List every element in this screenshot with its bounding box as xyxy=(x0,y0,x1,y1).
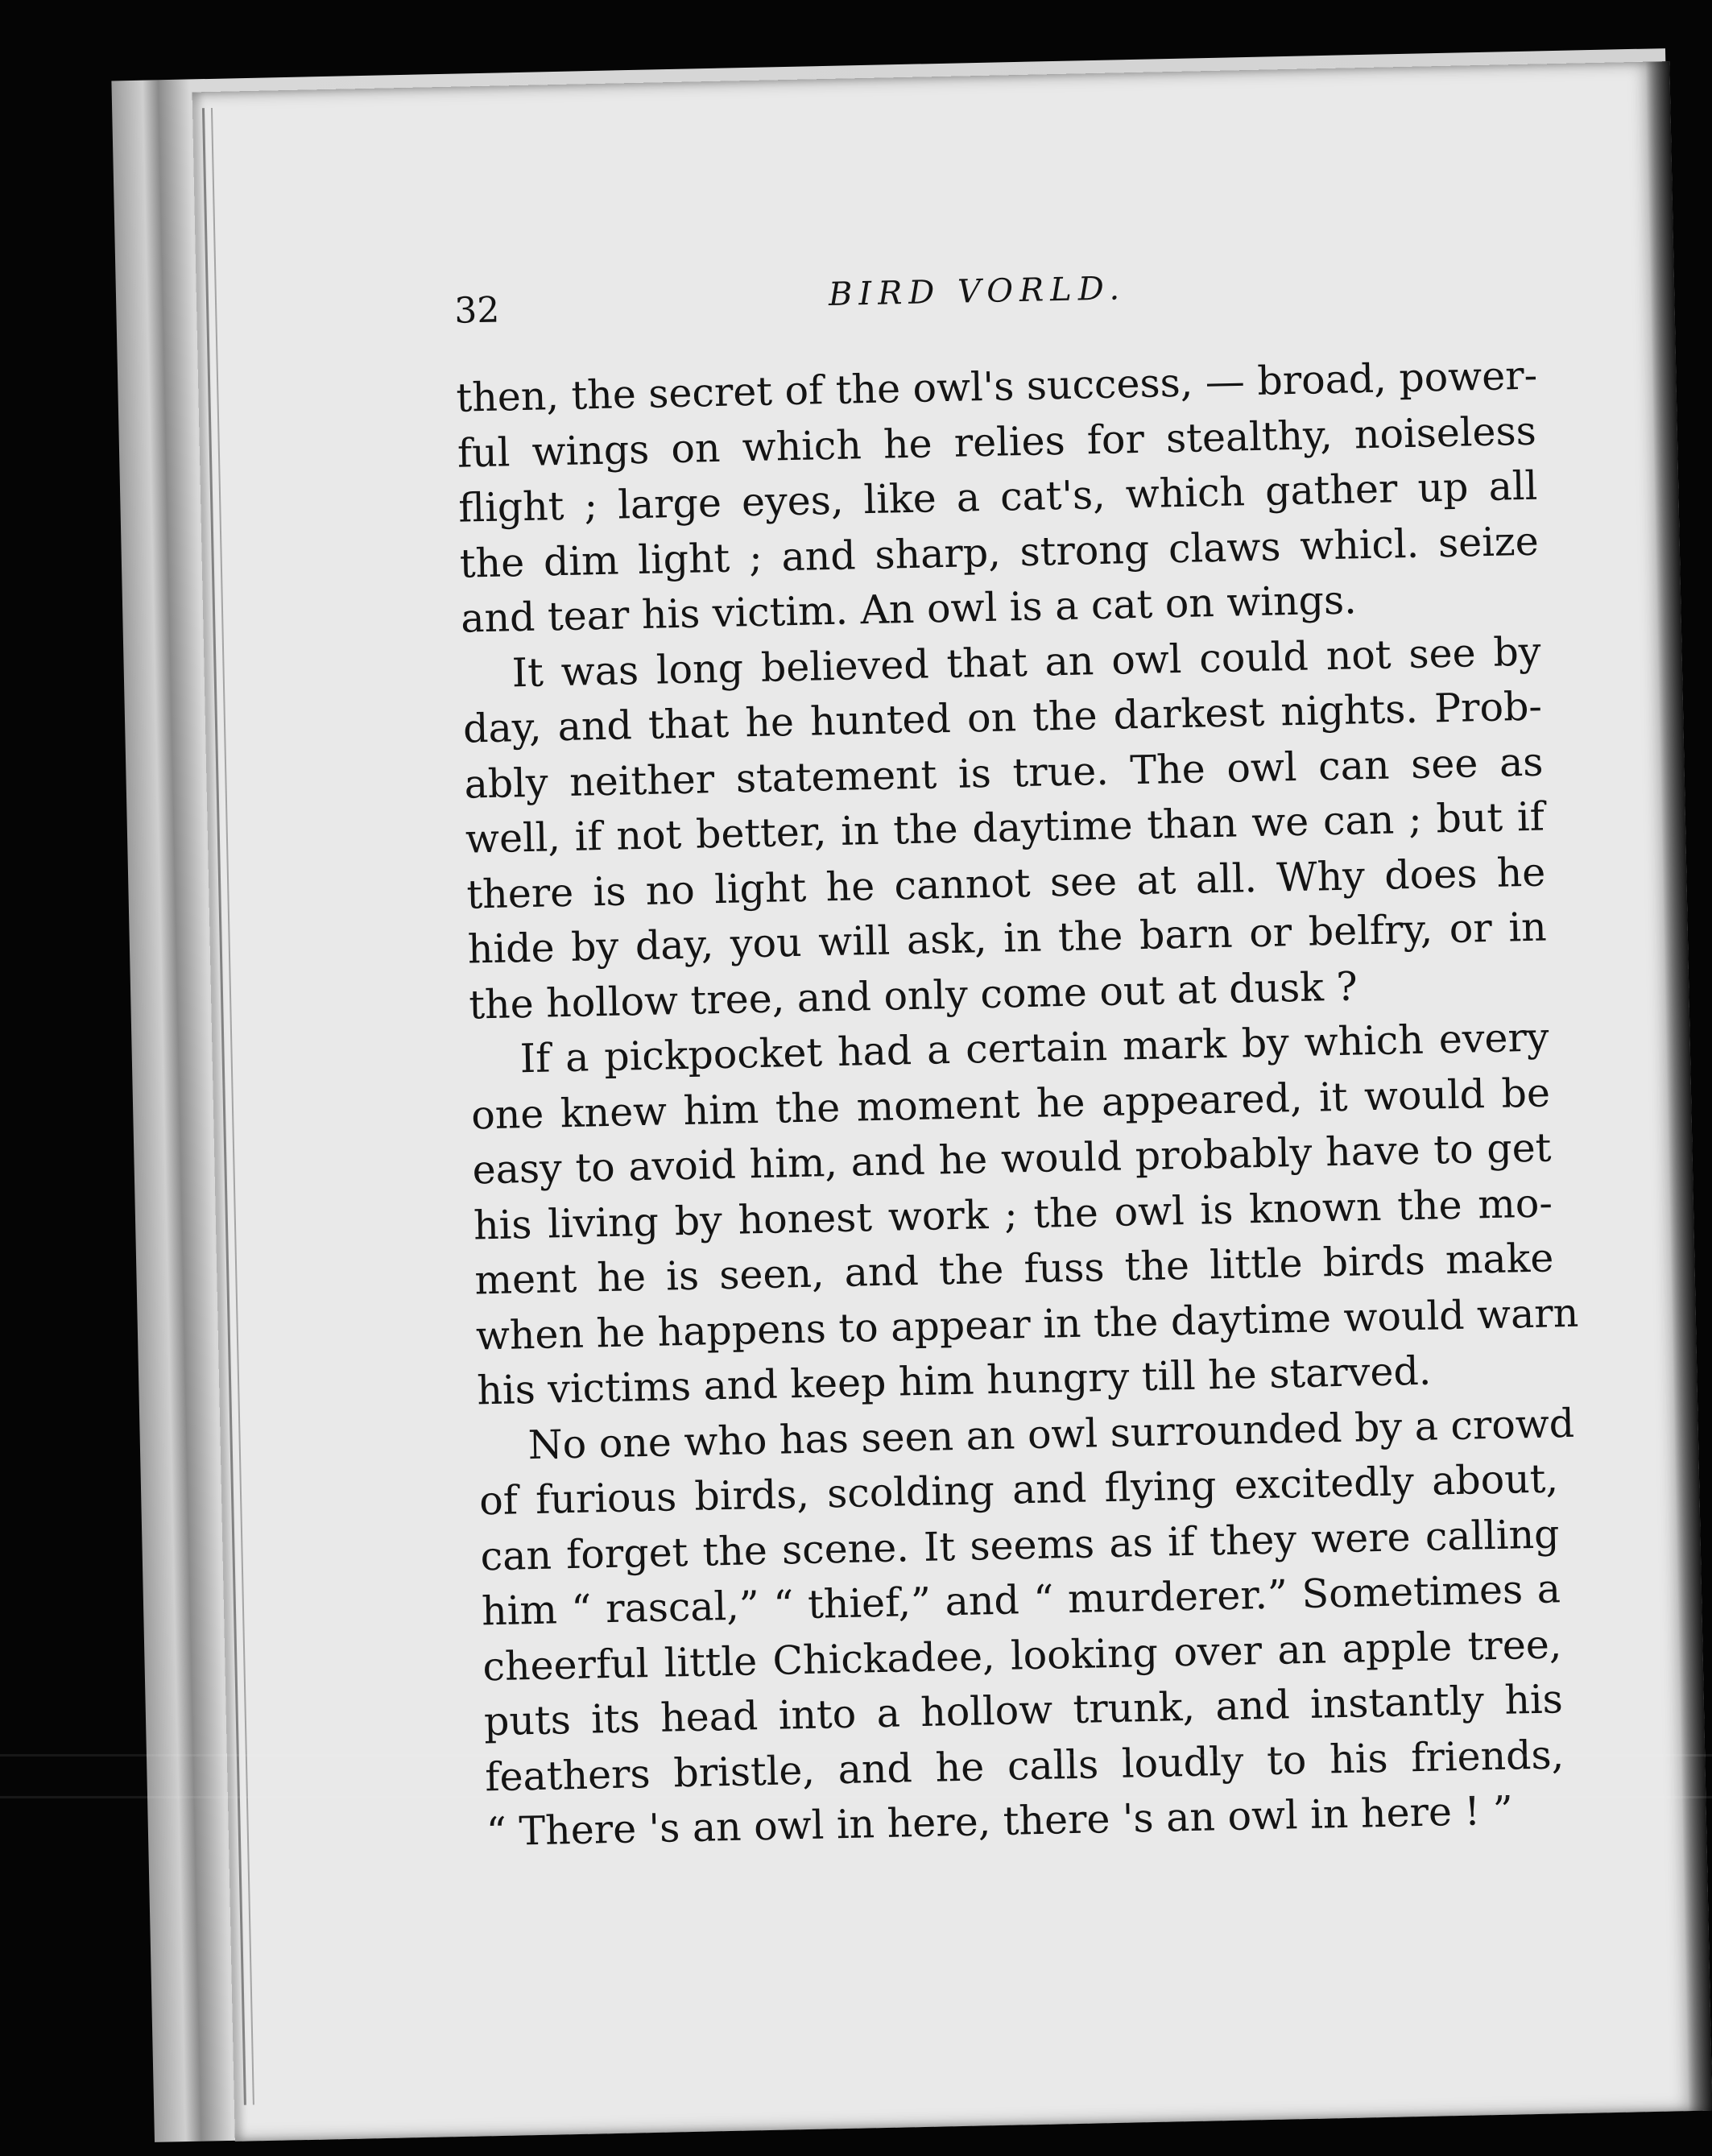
text-line: If a pickpocket had a certain mark by which every xyxy=(519,1014,1550,1082)
text-line: ful wings on which he relies for stealthy, noiseless xyxy=(457,408,1537,477)
page-header xyxy=(454,262,1534,341)
body-text xyxy=(455,349,1579,1860)
text-line: and tear his victim. An owl is a cat on wings. xyxy=(460,577,1358,642)
text-line: the dim light ; and sharp, strong claws whicl. seize xyxy=(459,518,1540,587)
text-line: of furious birds, scolding and flying excitedly about, xyxy=(478,1455,1559,1525)
text-line: then, the secret of the owl's success, — broad, power- xyxy=(455,352,1538,421)
text-line: day, and that he hunted on the darkest nights. Prob- xyxy=(462,683,1543,752)
book-page xyxy=(192,61,1712,2142)
scan-artifact-band xyxy=(0,1796,1712,1798)
running-head: BIRD VORLD. xyxy=(828,270,1127,313)
text-line: ment he is seen, and the fuss the little birds make xyxy=(473,1235,1554,1304)
text-line: easy to avoid him, and he would probably have to get xyxy=(472,1124,1552,1194)
text-line: flight ; large eyes, like a cat's, which gather up all xyxy=(457,462,1538,532)
text-line: when he happens to appear in the daytime would warn xyxy=(475,1289,1579,1359)
text-line: ably neither statement is true. The owl can see as xyxy=(464,739,1544,808)
text-line: No one who has seen an owl surrounded by a crowd xyxy=(527,1400,1575,1468)
text-line: well, if not better, in the daytime than we can ; but if xyxy=(465,793,1545,863)
text-line: hide by day, you will ask, in the barn or belfry, or in xyxy=(467,904,1548,973)
text-line: there is no light he cannot see at all. Why does he xyxy=(465,849,1546,918)
scan-artifact-band xyxy=(0,1754,1712,1757)
gutter-shadow xyxy=(1645,61,1712,2111)
page-number: 32 xyxy=(453,289,500,332)
text-line: It was long believed that an owl could not see by xyxy=(511,628,1542,696)
text-line: his living by honest work ; the owl is known the mo- xyxy=(473,1179,1553,1248)
text-line: his victims and keep him hungry till he starved. xyxy=(476,1347,1432,1414)
text-line: the hollow tree, and only come out at dusk ? xyxy=(468,962,1358,1028)
text-line: puts its head into a hollow trunk, and instantly his xyxy=(483,1676,1564,1745)
text-line: “ There 's an owl in here, there 's an owl in here ! ” xyxy=(486,1787,1514,1856)
text-line: one knew him the moment he appeared, it would be xyxy=(470,1069,1551,1139)
text-line: feathers bristle, and he calls loudly to his friends, xyxy=(484,1731,1565,1800)
text-line: him “ rascal,” “ thief,” and “ murderer.” Sometimes a xyxy=(481,1566,1561,1635)
text-line: can forget the scene. It seems as if they were calling xyxy=(480,1510,1561,1579)
page-text-block xyxy=(453,262,1579,1860)
text-line: cheerful little Chickadee, looking over an apple tree, xyxy=(482,1620,1562,1690)
